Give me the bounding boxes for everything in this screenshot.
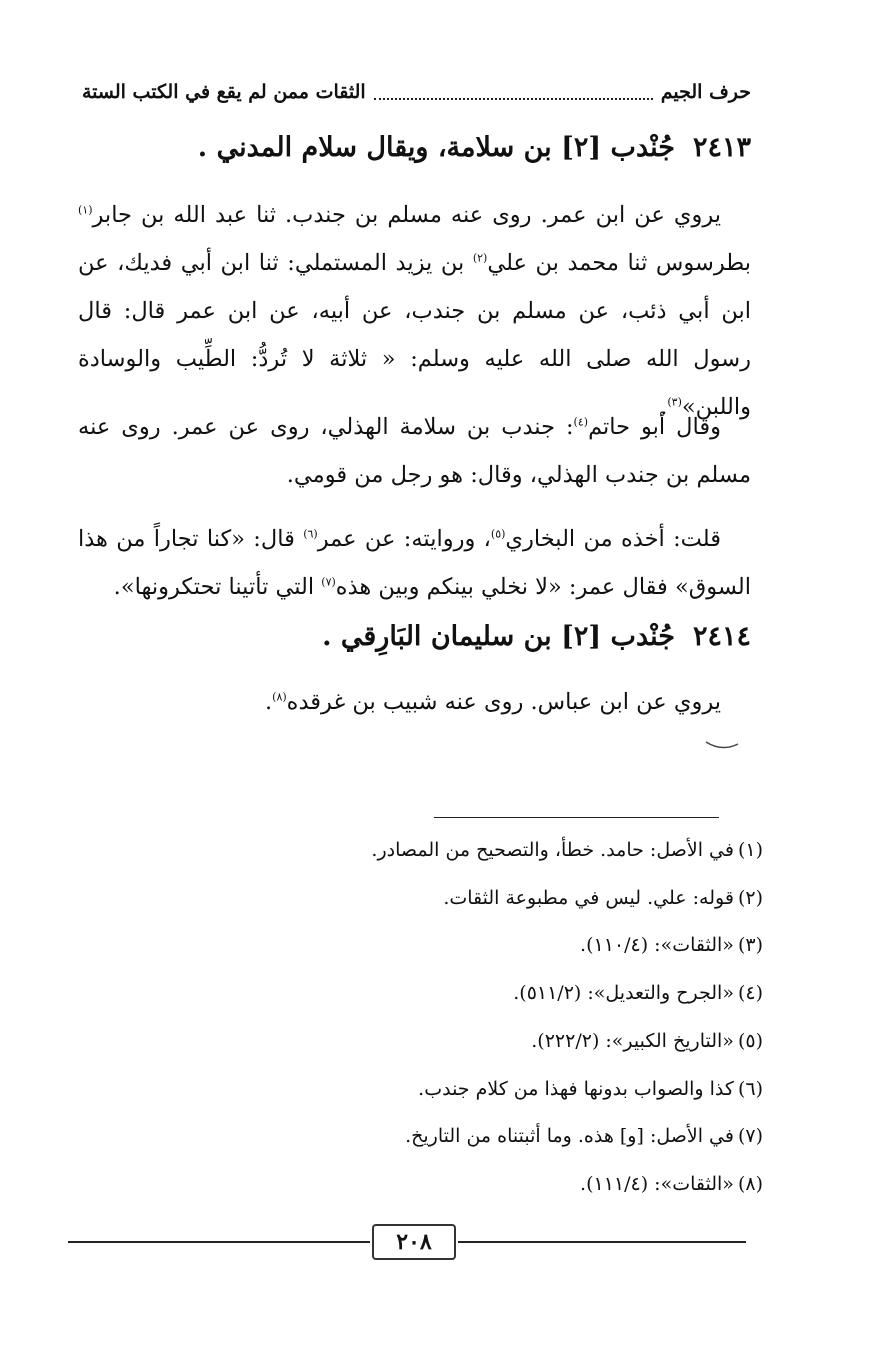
paragraph-text: وقال أبو حاتم xyxy=(588,414,721,440)
footnote-item xyxy=(110,1018,763,1066)
paragraph-text: . xyxy=(660,394,668,420)
paragraph-text: : جندب بن سلامة الهذلي، روى عن عمر. روى عنه مسلم بن جندب الهذلي، وقال: هو رجل من قومي. xyxy=(78,414,751,488)
footnote-number: (١) xyxy=(737,839,763,861)
bottom-rule-right xyxy=(458,1241,746,1243)
footnote-text: «الثقات»: (١١١/٤). xyxy=(580,1172,734,1195)
footnote-text: في الأصل: [و] هذه. وما أثبتناه من التاريخ. xyxy=(405,1125,734,1148)
entry-heading xyxy=(322,621,751,652)
paragraph-text: قال: «كنا تجاراً من هذا السوق» فقال عمر: «لا نخلي بينكم وبين هذه xyxy=(78,526,751,600)
section-name: حرف الجيم xyxy=(660,81,751,103)
footnote-item xyxy=(110,875,763,923)
footnote-text: «الثقات»: (١١٠/٤). xyxy=(580,934,734,957)
entry-name: جُنْدب [٢] بن سليمان البَارِقي . xyxy=(322,621,675,652)
paragraph-text: يروي عن ابن عمر. روى عنه مسلم بن جندب. ثنا عبد الله بن جابر xyxy=(92,202,721,228)
book-title: الثقات ممن لم يقع في الكتب الستة xyxy=(82,81,366,103)
footnote-marker[interactable]: (٥) xyxy=(490,527,506,541)
footnote-number: (٥) xyxy=(737,1029,763,1052)
page-number: ٢٠٨ xyxy=(372,1224,456,1260)
footnote-text: قوله: علي. ليس في مطبوعة الثقات. xyxy=(443,886,734,909)
footnote-number: (٢) xyxy=(737,886,763,909)
footnote-divider xyxy=(434,817,719,818)
entry-number: ٢٤١٣ xyxy=(692,132,751,163)
footnote-item xyxy=(110,922,763,970)
paragraph-text: بن يزيد المستملي: ثنا ابن أبي فديك، عن ابن أبي ذئب، عن مسلم بن جندب، عن أبيه، عن ابن عمر قال: قال رسول الله صلى الله عليه وسلم: « ثلاثة لا تُردُّ: الطِّيب والوسادة واللبن» xyxy=(78,250,751,420)
footnote-number: (٨) xyxy=(737,1172,763,1195)
footnote-text: «التاريخ الكبير»: (٢٢٢/٢). xyxy=(531,1029,734,1052)
footnote-marker[interactable]: (٤) xyxy=(573,415,589,429)
leader-dots xyxy=(374,84,653,100)
footnote-number: (٧) xyxy=(737,1125,763,1148)
footnote-number: (٦) xyxy=(737,1077,763,1100)
end-ornament-icon xyxy=(704,738,740,752)
footnote-marker[interactable]: (٧) xyxy=(321,575,336,589)
footnote-item xyxy=(110,827,763,875)
entry-paragraph xyxy=(78,191,751,431)
running-header xyxy=(82,74,751,110)
bottom-rule-left xyxy=(68,1241,370,1243)
footnote-item xyxy=(110,1113,763,1161)
footnote-text: كذا والصواب بدونها فهذا من كلام جندب. xyxy=(418,1077,734,1100)
paragraph-text: بطرسوس ثنا محمد بن علي xyxy=(487,250,751,276)
footnote-number: (٣) xyxy=(737,934,763,957)
footnote-item xyxy=(110,1066,763,1114)
entry-name: جُنْدب [٢] بن سلامة، ويقال سلام المدني . xyxy=(197,132,675,163)
paragraph-text: . xyxy=(265,689,273,715)
footnote-item xyxy=(110,1161,763,1209)
footnote-marker[interactable]: (١) xyxy=(78,203,93,217)
paragraph-text: ، وروايته: عن عمر xyxy=(317,526,491,552)
entry-paragraph xyxy=(78,403,751,499)
paragraph-text: قلت: أخذه من البخاري xyxy=(505,526,721,552)
paragraph-text: التي تأتينا تحتكرونها». xyxy=(113,574,322,600)
footnote-number: (٤) xyxy=(737,982,763,1005)
footnote-text: في الأصل: حامد. خطأ، والتصحيح من المصادر. xyxy=(371,839,734,861)
footnote-marker[interactable]: (٦) xyxy=(303,527,318,541)
entry-paragraph xyxy=(78,515,751,611)
entry-heading xyxy=(198,132,751,163)
entry-paragraph xyxy=(78,678,751,726)
entry-number: ٢٤١٤ xyxy=(692,621,751,652)
footnotes-list xyxy=(110,827,763,1209)
footnote-marker[interactable]: (٣) xyxy=(667,395,682,409)
footnote-marker[interactable]: (٨) xyxy=(272,690,287,704)
paragraph-text: يروي عن ابن عباس. روى عنه شبيب بن غرقده xyxy=(286,689,721,715)
footnote-marker[interactable]: (٢) xyxy=(472,251,488,265)
footnote-text: «الجرح والتعديل»: (٥١١/٢). xyxy=(513,982,734,1005)
footnote-item xyxy=(110,970,763,1018)
